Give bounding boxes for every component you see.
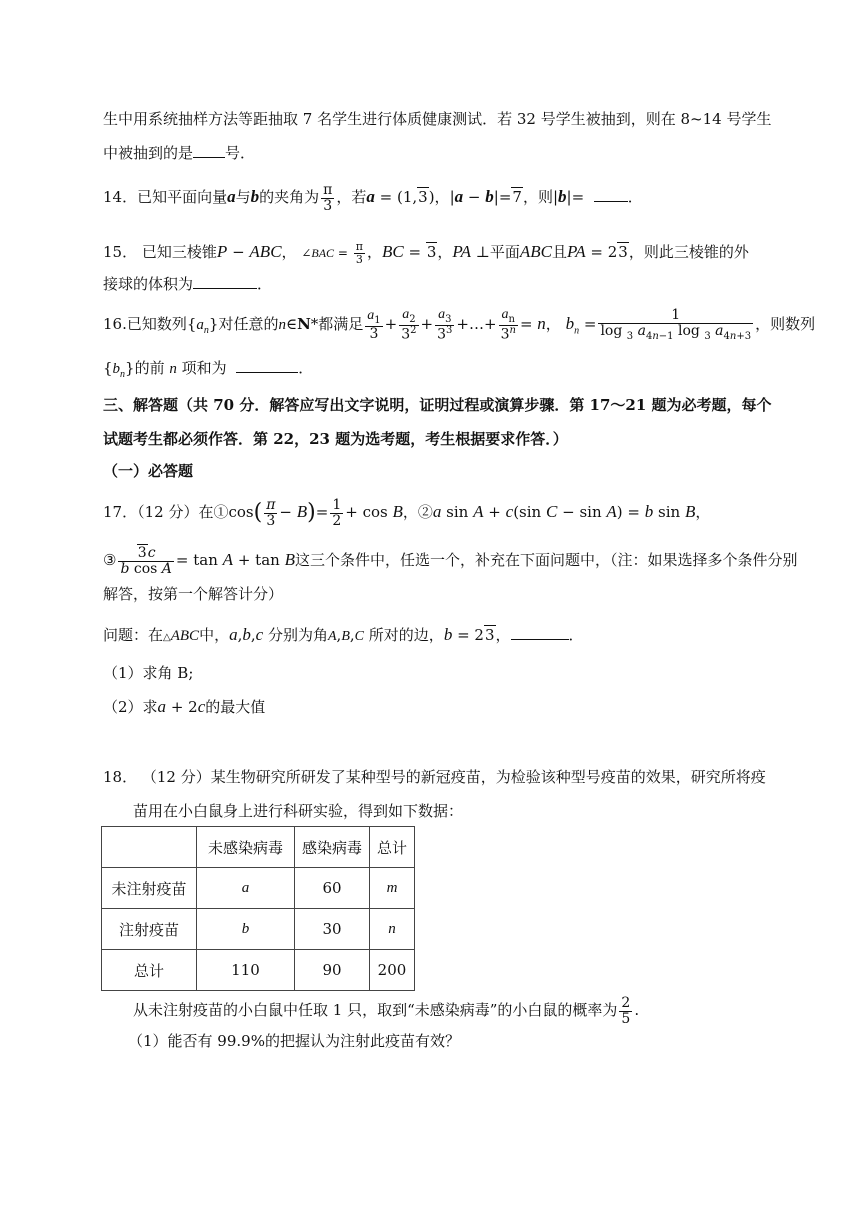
q16-line2: $\{b_n\}$的前 n 项和为 ． [103, 359, 314, 380]
q17-problem: 问题：在△ABC中，a,b,c 分别为角A,B,C 所对的边，b = 23， ． [103, 625, 584, 644]
q17-part2: （2）求a + 2c的最大值 [103, 697, 266, 716]
q13-line2: 中被抽到的是 号． [103, 144, 256, 162]
q16-line1: 16.已知数列$\{a_n\}$对任意的n∈N*都满足 $\frac{a_1}{3}$ + $\frac{a_2}{3^2}$ + $\frac{a_3}{3^3}$ +…+ $\frac{a_n}{3^n}$ = n， $b_n$ = $\frac{1}{\log _3 a_{4n-1} \log _3 a_{4n+3}}$ ，则数列 [103, 307, 816, 344]
q13-line1: 生中用系统抽样方法等距抽取 7 名学生进行体质健康测试．若 32 号学生被抽到，则在 8~14 号学生 [103, 110, 772, 128]
q17-line1: 17．（12 分）在①cos( $\frac{\pi}{3}$ − B)= $\frac{1}{2}$ + cos B，②a sin A + c(sin C − sin A) = b sin B， [103, 496, 711, 529]
data-table [101, 826, 415, 991]
answer-blank [511, 625, 569, 640]
q17-line3: 解答，按第一个解答计分） [103, 585, 284, 603]
q18-probability: 从未注射疫苗的小白鼠中任取 1 只，取到“未感染病毒”的小白鼠的概率为 $\frac{2}{5}$ . [133, 994, 640, 1027]
section3-instructions: 试题考生都必须作答．第 22，23 题为选考题，考生根据要求作答．） [103, 430, 568, 448]
q14: 14．已知平面向量a与b的夹角为 $\frac{\pi}{3}$ ，若a = (1,3)，|a − b|=7，则|b|= ． [103, 181, 643, 214]
q15-line2: 接球的体积为 ． [103, 275, 273, 293]
q18-line1: 18． （12 分）某生物研究所研发了某种型号的新冠疫苗，为检验该种型号疫苗的效果，研究所将疫 [103, 768, 766, 786]
q18-part1: （1）能否有 99.9%的把握认为注射此疫苗有效？ [128, 1032, 460, 1050]
q17-part1: （1）求角 B; [103, 664, 194, 682]
table-row: 总计 110 90 200 [102, 950, 415, 991]
q17-line2: ③ $\frac{3c}{\text{b cos A}}$ = tan A + tan B这三个条件中，任选一个，补充在下面问题中，（注：如果选择多个条件分别 [103, 544, 798, 577]
q15-line1: 15． 已知三棱锥P − ABC， ∠BAC = $\frac{\pi}{3}$ ，BC = 3，PA ⊥平面ABC且PA = 23，则此三棱锥的外 [103, 239, 749, 266]
q18-line2: 苗用在小白鼠身上进行科研实验，得到如下数据： [133, 802, 464, 820]
table-row: 注射疫苗 b 30 n [102, 909, 415, 950]
table-row: 未注射疫苗 a 60 m [102, 868, 415, 909]
answer-blank [236, 358, 298, 373]
answer-blank [193, 143, 225, 158]
table-header-row: 未感染病毒 感染病毒 总计 [102, 827, 415, 868]
section3-heading: 三、解答题（共 70 分．解答应写出文字说明，证明过程或演算步骤．第 17～21 题为必考题，每个 [103, 396, 772, 414]
answer-blank [193, 274, 257, 289]
section3-subheading: （一）必答题 [103, 462, 194, 480]
answer-blank [594, 187, 628, 202]
